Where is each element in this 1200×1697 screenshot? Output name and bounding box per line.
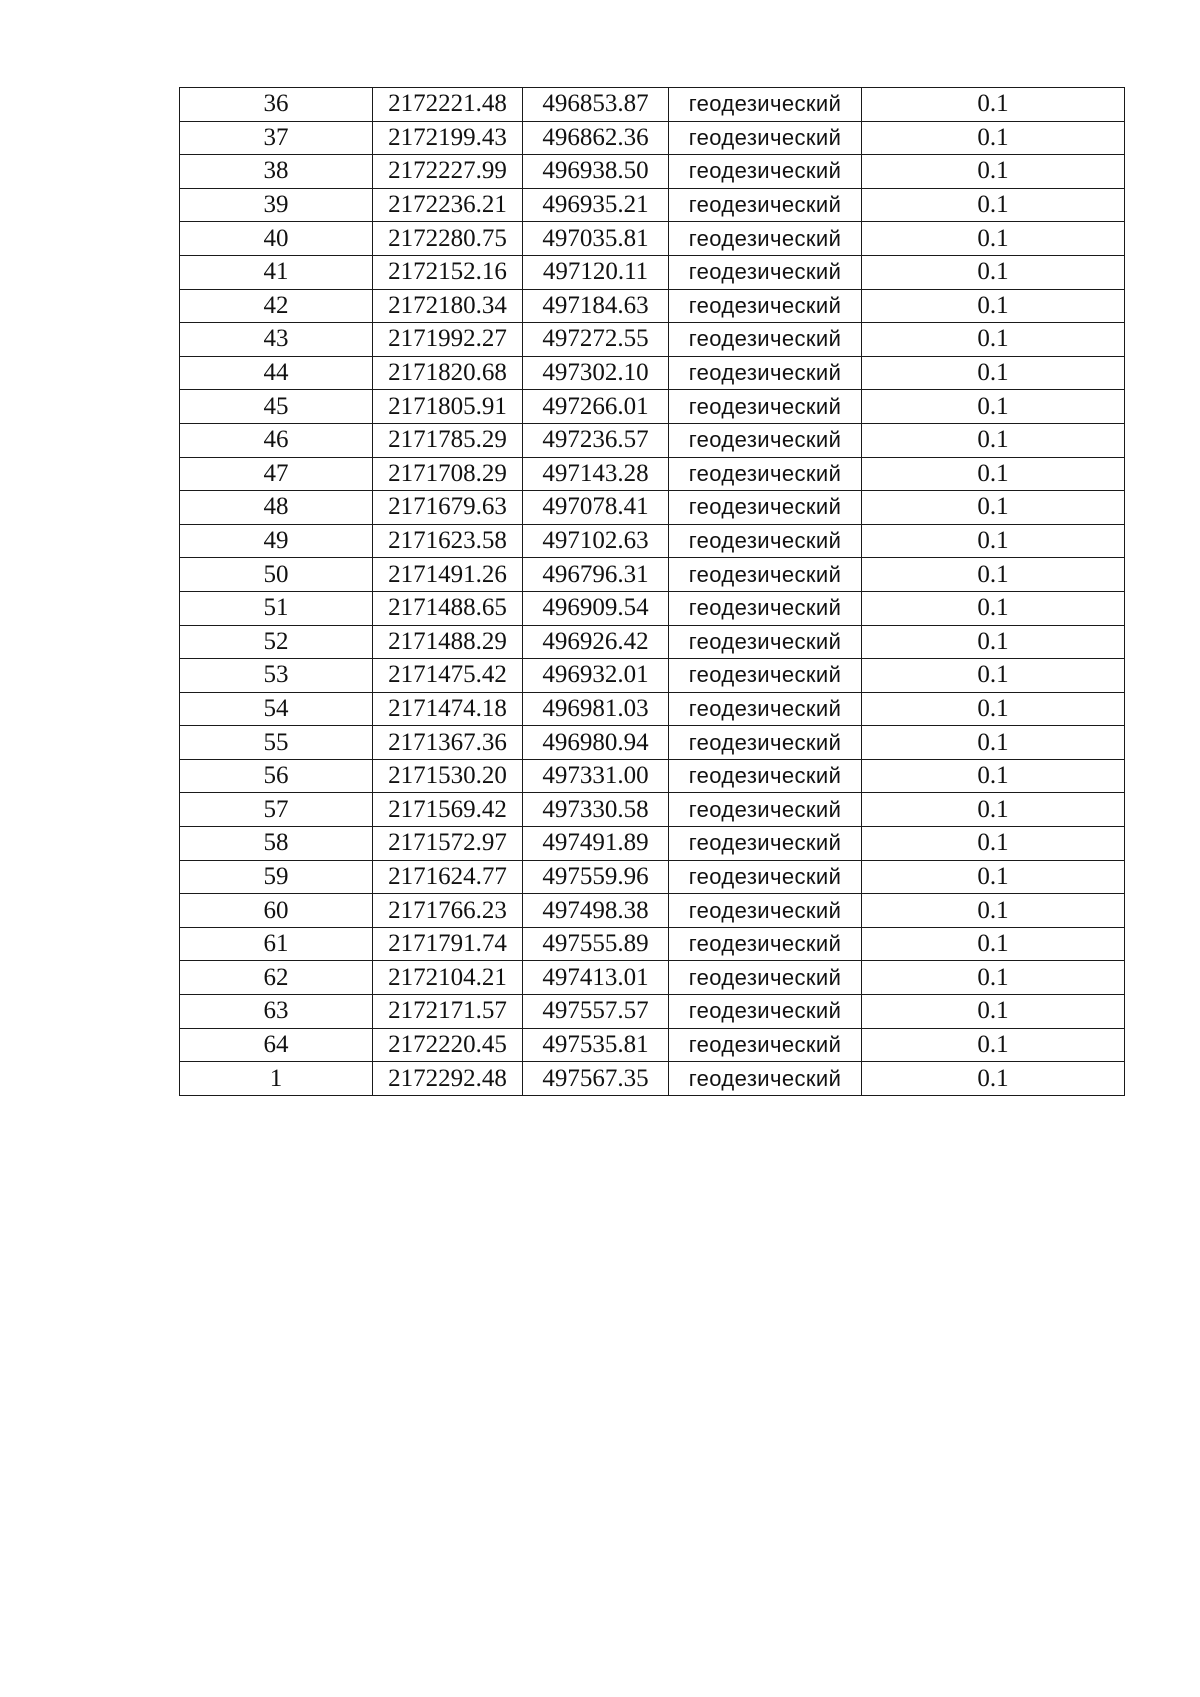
x-coordinate-cell: 2171766.23 bbox=[373, 894, 523, 928]
method-cell: геодезический bbox=[669, 692, 862, 726]
y-coordinate-cell: 496909.54 bbox=[523, 591, 669, 625]
y-coordinate-cell: 496932.01 bbox=[523, 659, 669, 693]
method-cell: геодезический bbox=[669, 289, 862, 323]
method-cell: геодезический bbox=[669, 726, 862, 760]
table-row bbox=[180, 491, 1125, 525]
y-coordinate-cell: 497302.10 bbox=[523, 356, 669, 390]
table-row bbox=[180, 289, 1125, 323]
method-cell: геодезический bbox=[669, 222, 862, 256]
method-cell: геодезический bbox=[669, 659, 862, 693]
x-coordinate-cell: 2172220.45 bbox=[373, 1028, 523, 1062]
point-number-cell: 58 bbox=[180, 827, 373, 861]
accuracy-cell: 0.1 bbox=[862, 726, 1125, 760]
x-coordinate-cell: 2172180.34 bbox=[373, 289, 523, 323]
point-number-cell: 54 bbox=[180, 692, 373, 726]
accuracy-cell: 0.1 bbox=[862, 289, 1125, 323]
accuracy-cell: 0.1 bbox=[862, 222, 1125, 256]
table-row bbox=[180, 1028, 1125, 1062]
point-number-cell: 37 bbox=[180, 121, 373, 155]
y-coordinate-cell: 497078.41 bbox=[523, 491, 669, 525]
accuracy-cell: 0.1 bbox=[862, 255, 1125, 289]
point-number-cell: 53 bbox=[180, 659, 373, 693]
x-coordinate-cell: 2171491.26 bbox=[373, 558, 523, 592]
x-coordinate-cell: 2171785.29 bbox=[373, 423, 523, 457]
method-cell: геодезический bbox=[669, 759, 862, 793]
accuracy-cell: 0.1 bbox=[862, 1028, 1125, 1062]
point-number-cell: 59 bbox=[180, 860, 373, 894]
method-cell: геодезический bbox=[669, 1028, 862, 1062]
x-coordinate-cell: 2172280.75 bbox=[373, 222, 523, 256]
accuracy-cell: 0.1 bbox=[862, 524, 1125, 558]
accuracy-cell: 0.1 bbox=[862, 625, 1125, 659]
accuracy-cell: 0.1 bbox=[862, 121, 1125, 155]
accuracy-cell: 0.1 bbox=[862, 827, 1125, 861]
x-coordinate-cell: 2171805.91 bbox=[373, 390, 523, 424]
y-coordinate-cell: 497184.63 bbox=[523, 289, 669, 323]
accuracy-cell: 0.1 bbox=[862, 155, 1125, 189]
point-number-cell: 56 bbox=[180, 759, 373, 793]
point-number-cell: 41 bbox=[180, 255, 373, 289]
method-cell: геодезический bbox=[669, 121, 862, 155]
method-cell: геодезический bbox=[669, 491, 862, 525]
x-coordinate-cell: 2171569.42 bbox=[373, 793, 523, 827]
point-number-cell: 45 bbox=[180, 390, 373, 424]
table-row bbox=[180, 423, 1125, 457]
method-cell: геодезический bbox=[669, 827, 862, 861]
method-cell: геодезический bbox=[669, 524, 862, 558]
table-row bbox=[180, 558, 1125, 592]
table-row bbox=[180, 927, 1125, 961]
method-cell: геодезический bbox=[669, 961, 862, 995]
accuracy-cell: 0.1 bbox=[862, 323, 1125, 357]
point-number-cell: 61 bbox=[180, 927, 373, 961]
method-cell: геодезический bbox=[669, 390, 862, 424]
y-coordinate-cell: 496935.21 bbox=[523, 188, 669, 222]
method-cell: геодезический bbox=[669, 423, 862, 457]
method-cell: геодезический bbox=[669, 894, 862, 928]
method-cell: геодезический bbox=[669, 356, 862, 390]
method-cell: геодезический bbox=[669, 927, 862, 961]
method-cell: геодезический bbox=[669, 155, 862, 189]
y-coordinate-cell: 497120.11 bbox=[523, 255, 669, 289]
point-number-cell: 50 bbox=[180, 558, 373, 592]
x-coordinate-cell: 2171530.20 bbox=[373, 759, 523, 793]
accuracy-cell: 0.1 bbox=[862, 860, 1125, 894]
table-row bbox=[180, 625, 1125, 659]
accuracy-cell: 0.1 bbox=[862, 491, 1125, 525]
accuracy-cell: 0.1 bbox=[862, 961, 1125, 995]
method-cell: геодезический bbox=[669, 188, 862, 222]
point-number-cell: 46 bbox=[180, 423, 373, 457]
coordinates-table-body bbox=[180, 88, 1125, 1096]
table-row bbox=[180, 524, 1125, 558]
point-number-cell: 49 bbox=[180, 524, 373, 558]
y-coordinate-cell: 496981.03 bbox=[523, 692, 669, 726]
y-coordinate-cell: 497266.01 bbox=[523, 390, 669, 424]
x-coordinate-cell: 2171679.63 bbox=[373, 491, 523, 525]
accuracy-cell: 0.1 bbox=[862, 659, 1125, 693]
y-coordinate-cell: 497491.89 bbox=[523, 827, 669, 861]
x-coordinate-cell: 2171820.68 bbox=[373, 356, 523, 390]
method-cell: геодезический bbox=[669, 1062, 862, 1096]
method-cell: геодезический bbox=[669, 558, 862, 592]
table-row bbox=[180, 659, 1125, 693]
table-row bbox=[180, 457, 1125, 491]
accuracy-cell: 0.1 bbox=[862, 457, 1125, 491]
coordinates-table bbox=[179, 87, 1125, 1096]
x-coordinate-cell: 2172104.21 bbox=[373, 961, 523, 995]
x-coordinate-cell: 2171474.18 bbox=[373, 692, 523, 726]
table-row bbox=[180, 356, 1125, 390]
table-row bbox=[180, 894, 1125, 928]
method-cell: геодезический bbox=[669, 591, 862, 625]
y-coordinate-cell: 497567.35 bbox=[523, 1062, 669, 1096]
accuracy-cell: 0.1 bbox=[862, 88, 1125, 122]
y-coordinate-cell: 497557.57 bbox=[523, 995, 669, 1029]
x-coordinate-cell: 2171488.29 bbox=[373, 625, 523, 659]
accuracy-cell: 0.1 bbox=[862, 188, 1125, 222]
x-coordinate-cell: 2171708.29 bbox=[373, 457, 523, 491]
accuracy-cell: 0.1 bbox=[862, 894, 1125, 928]
y-coordinate-cell: 497330.58 bbox=[523, 793, 669, 827]
accuracy-cell: 0.1 bbox=[862, 927, 1125, 961]
x-coordinate-cell: 2172152.16 bbox=[373, 255, 523, 289]
y-coordinate-cell: 497498.38 bbox=[523, 894, 669, 928]
table-row bbox=[180, 188, 1125, 222]
point-number-cell: 62 bbox=[180, 961, 373, 995]
y-coordinate-cell: 497555.89 bbox=[523, 927, 669, 961]
table-row bbox=[180, 222, 1125, 256]
accuracy-cell: 0.1 bbox=[862, 1062, 1125, 1096]
table-row bbox=[180, 726, 1125, 760]
point-number-cell: 44 bbox=[180, 356, 373, 390]
point-number-cell: 43 bbox=[180, 323, 373, 357]
x-coordinate-cell: 2171623.58 bbox=[373, 524, 523, 558]
point-number-cell: 36 bbox=[180, 88, 373, 122]
table-row bbox=[180, 121, 1125, 155]
x-coordinate-cell: 2172199.43 bbox=[373, 121, 523, 155]
y-coordinate-cell: 497102.63 bbox=[523, 524, 669, 558]
point-number-cell: 57 bbox=[180, 793, 373, 827]
y-coordinate-cell: 496926.42 bbox=[523, 625, 669, 659]
table-row bbox=[180, 995, 1125, 1029]
y-coordinate-cell: 497272.55 bbox=[523, 323, 669, 357]
y-coordinate-cell: 496980.94 bbox=[523, 726, 669, 760]
accuracy-cell: 0.1 bbox=[862, 793, 1125, 827]
x-coordinate-cell: 2172292.48 bbox=[373, 1062, 523, 1096]
accuracy-cell: 0.1 bbox=[862, 423, 1125, 457]
point-number-cell: 48 bbox=[180, 491, 373, 525]
y-coordinate-cell: 497143.28 bbox=[523, 457, 669, 491]
method-cell: геодезический bbox=[669, 995, 862, 1029]
method-cell: геодезический bbox=[669, 457, 862, 491]
table-row bbox=[180, 1062, 1125, 1096]
point-number-cell: 39 bbox=[180, 188, 373, 222]
table-row bbox=[180, 88, 1125, 122]
table-row bbox=[180, 591, 1125, 625]
point-number-cell: 52 bbox=[180, 625, 373, 659]
x-coordinate-cell: 2171475.42 bbox=[373, 659, 523, 693]
table-row bbox=[180, 390, 1125, 424]
x-coordinate-cell: 2171624.77 bbox=[373, 860, 523, 894]
y-coordinate-cell: 496938.50 bbox=[523, 155, 669, 189]
y-coordinate-cell: 497236.57 bbox=[523, 423, 669, 457]
accuracy-cell: 0.1 bbox=[862, 390, 1125, 424]
x-coordinate-cell: 2171791.74 bbox=[373, 927, 523, 961]
accuracy-cell: 0.1 bbox=[862, 995, 1125, 1029]
method-cell: геодезический bbox=[669, 323, 862, 357]
point-number-cell: 51 bbox=[180, 591, 373, 625]
point-number-cell: 42 bbox=[180, 289, 373, 323]
point-number-cell: 47 bbox=[180, 457, 373, 491]
method-cell: геодезический bbox=[669, 88, 862, 122]
accuracy-cell: 0.1 bbox=[862, 759, 1125, 793]
table-row bbox=[180, 323, 1125, 357]
x-coordinate-cell: 2171992.27 bbox=[373, 323, 523, 357]
table-row bbox=[180, 793, 1125, 827]
y-coordinate-cell: 496862.36 bbox=[523, 121, 669, 155]
method-cell: геодезический bbox=[669, 793, 862, 827]
table-row bbox=[180, 759, 1125, 793]
table-row bbox=[180, 155, 1125, 189]
accuracy-cell: 0.1 bbox=[862, 356, 1125, 390]
y-coordinate-cell: 497331.00 bbox=[523, 759, 669, 793]
table-row bbox=[180, 255, 1125, 289]
y-coordinate-cell: 497413.01 bbox=[523, 961, 669, 995]
point-number-cell: 64 bbox=[180, 1028, 373, 1062]
y-coordinate-cell: 497035.81 bbox=[523, 222, 669, 256]
method-cell: геодезический bbox=[669, 625, 862, 659]
x-coordinate-cell: 2172236.21 bbox=[373, 188, 523, 222]
y-coordinate-cell: 496796.31 bbox=[523, 558, 669, 592]
x-coordinate-cell: 2172227.99 bbox=[373, 155, 523, 189]
table-row bbox=[180, 961, 1125, 995]
point-number-cell: 60 bbox=[180, 894, 373, 928]
table-row bbox=[180, 827, 1125, 861]
y-coordinate-cell: 496853.87 bbox=[523, 88, 669, 122]
y-coordinate-cell: 497559.96 bbox=[523, 860, 669, 894]
table-row bbox=[180, 860, 1125, 894]
x-coordinate-cell: 2172221.48 bbox=[373, 88, 523, 122]
method-cell: геодезический bbox=[669, 255, 862, 289]
point-number-cell: 1 bbox=[180, 1062, 373, 1096]
method-cell: геодезический bbox=[669, 860, 862, 894]
x-coordinate-cell: 2171572.97 bbox=[373, 827, 523, 861]
point-number-cell: 40 bbox=[180, 222, 373, 256]
point-number-cell: 63 bbox=[180, 995, 373, 1029]
table-row bbox=[180, 692, 1125, 726]
y-coordinate-cell: 497535.81 bbox=[523, 1028, 669, 1062]
accuracy-cell: 0.1 bbox=[862, 591, 1125, 625]
point-number-cell: 38 bbox=[180, 155, 373, 189]
accuracy-cell: 0.1 bbox=[862, 692, 1125, 726]
accuracy-cell: 0.1 bbox=[862, 558, 1125, 592]
x-coordinate-cell: 2172171.57 bbox=[373, 995, 523, 1029]
point-number-cell: 55 bbox=[180, 726, 373, 760]
x-coordinate-cell: 2171488.65 bbox=[373, 591, 523, 625]
x-coordinate-cell: 2171367.36 bbox=[373, 726, 523, 760]
